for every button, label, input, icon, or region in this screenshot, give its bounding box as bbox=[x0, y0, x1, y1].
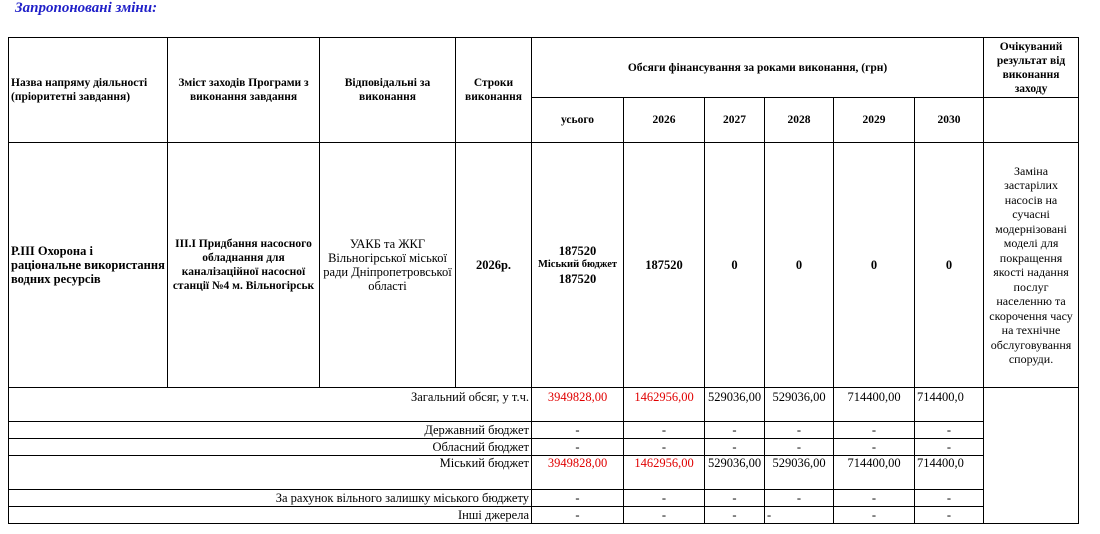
summary-other-2030: - bbox=[915, 507, 984, 524]
row-total-value-2: 187520 bbox=[558, 272, 597, 286]
page-title: Запропоновані зміни: bbox=[15, 0, 158, 16]
summary-total-2027: 529036,00 bbox=[705, 388, 765, 422]
summary-expected-empty bbox=[984, 388, 1079, 524]
summary-regional-2030: - bbox=[915, 439, 984, 456]
row-total-value: 187520 bbox=[558, 244, 597, 258]
header-expected-empty bbox=[984, 98, 1079, 143]
summary-label-state: Державний бюджет bbox=[9, 422, 532, 439]
summary-city-all: 3949828,00 bbox=[532, 456, 624, 490]
summary-regional-2026: - bbox=[624, 439, 705, 456]
summary-total-2026: 1462956,00 bbox=[624, 388, 705, 422]
row-result: Заміна застарілих насосів на сучасні модернізовані моделі для покращення якості надання послуг населенню та скорочення часу на технічне обслуговування споруди. bbox=[984, 143, 1079, 388]
summary-free-2029: - bbox=[834, 490, 915, 507]
row-value-2026: 187520 bbox=[624, 143, 705, 388]
header-year-2026: 2026 bbox=[624, 98, 705, 143]
header-total: усього bbox=[532, 98, 624, 143]
summary-label-other: Інші джерела bbox=[9, 507, 532, 524]
summary-label-regional: Обласний бюджет bbox=[9, 439, 532, 456]
header-year-2030: 2030 bbox=[915, 98, 984, 143]
summary-label-total: Загальний обсяг, у т.ч. bbox=[9, 388, 532, 422]
summary-city-2029: 714400,00 bbox=[834, 456, 915, 490]
header-expected: Очікуваний результат від виконання заходу bbox=[984, 38, 1079, 98]
row-direction: Р.ІІІ Охорона і раціональне використання водних ресурсів bbox=[9, 143, 168, 388]
row-value-2027: 0 bbox=[705, 143, 765, 388]
row-total-label: Міський бюджет bbox=[537, 259, 618, 270]
summary-total-all: 3949828,00 bbox=[532, 388, 624, 422]
header-terms: Строки виконання bbox=[456, 38, 532, 143]
header-year-2028: 2028 bbox=[765, 98, 834, 143]
summary-free-2027: - bbox=[705, 490, 765, 507]
summary-other-2026: - bbox=[624, 507, 705, 524]
summary-city-2027: 529036,00 bbox=[705, 456, 765, 490]
summary-label-city: Міський бюджет bbox=[9, 456, 532, 490]
summary-state-all: - bbox=[532, 422, 624, 439]
header-volumes: Обсяги фінансування за роками виконання, (грн) bbox=[532, 38, 984, 98]
header-direction: Назва напряму діяльності (пріоритетні завдання) bbox=[9, 38, 168, 143]
row-value-2028: 0 bbox=[765, 143, 834, 388]
header-year-2027: 2027 bbox=[705, 98, 765, 143]
summary-state-2026: - bbox=[624, 422, 705, 439]
header-content: Зміст заходів Програми з виконання завдання bbox=[168, 38, 320, 143]
summary-other-2028: - bbox=[765, 507, 834, 524]
summary-free-all: - bbox=[532, 490, 624, 507]
summary-other-2029: - bbox=[834, 507, 915, 524]
row-value-2029: 0 bbox=[834, 143, 915, 388]
summary-free-2030: - bbox=[915, 490, 984, 507]
summary-total-2029: 714400,00 bbox=[834, 388, 915, 422]
summary-city-2026: 1462956,00 bbox=[624, 456, 705, 490]
header-year-2029: 2029 bbox=[834, 98, 915, 143]
summary-state-2027: - bbox=[705, 422, 765, 439]
summary-state-2030: - bbox=[915, 422, 984, 439]
summary-city-2028: 529036,00 bbox=[765, 456, 834, 490]
summary-free-2028: - bbox=[765, 490, 834, 507]
summary-state-2029: - bbox=[834, 422, 915, 439]
summary-other-2027: - bbox=[705, 507, 765, 524]
summary-regional-2029: - bbox=[834, 439, 915, 456]
summary-regional-2027: - bbox=[705, 439, 765, 456]
summary-other-all: - bbox=[532, 507, 624, 524]
summary-state-2028: - bbox=[765, 422, 834, 439]
row-responsible: УАКБ та ЖКГ Вільногірської міської ради Дніпропетровської області bbox=[320, 143, 456, 388]
header-responsible: Відповідальні за виконання bbox=[320, 38, 456, 143]
summary-total-2028: 529036,00 bbox=[765, 388, 834, 422]
summary-regional-2028: - bbox=[765, 439, 834, 456]
financing-table bbox=[8, 37, 1079, 524]
row-content: ІІІ.І Придбання насосного обладнання для каналізаційної насосної станції №4 м. Вільногірськ bbox=[168, 143, 320, 388]
summary-regional-all: - bbox=[532, 439, 624, 456]
summary-free-2026: - bbox=[624, 490, 705, 507]
summary-label-free-balance: За рахунок вільного залишку міського бюджету bbox=[9, 490, 532, 507]
row-term: 2026р. bbox=[456, 143, 532, 388]
summary-total-2030: 714400,0 bbox=[915, 388, 984, 422]
row-value-2030: 0 bbox=[915, 143, 984, 388]
row-total bbox=[532, 143, 624, 388]
summary-city-2030: 714400,0 bbox=[915, 456, 984, 490]
